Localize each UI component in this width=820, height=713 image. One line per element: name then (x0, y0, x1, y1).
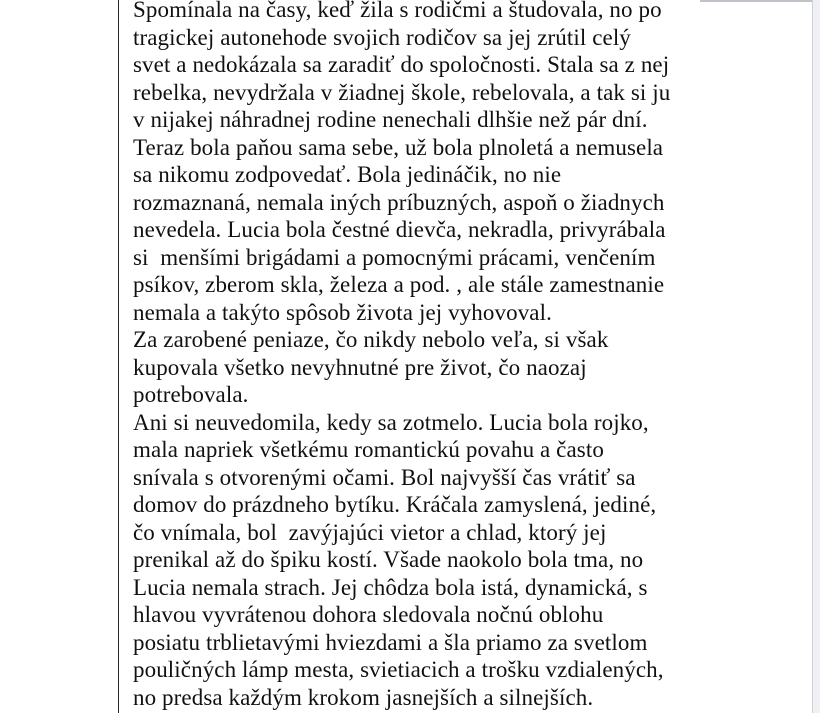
page-left-edge (118, 0, 119, 713)
text-line: si menšími brigádami a pomocnými prácami, venčením (133, 244, 656, 270)
text-line: čo vnímala, bol zavýjajúci vietor a chlad, ktorý jej (133, 519, 607, 545)
text-line: tragickej autonehode svojich rodičov sa jej zrútil celý (133, 24, 631, 50)
text-line: kupovala všetko nevyhnutné pre život, čo naozaj (133, 354, 587, 380)
text-line: potrebovala. (133, 382, 249, 407)
text-line: prenikal až do špiku kostí. Všade naokolo bola tma, no (133, 547, 644, 572)
text-line: sa nikomu zodpovedať. Bola jedináčik, no nie (133, 162, 562, 187)
text-line: Teraz bola paňou sama sebe, už bola plnoletá a nemusela (133, 134, 664, 160)
text-line: Spomínala na časy, keď žila s rodičmi a študovala, no po (133, 0, 662, 22)
text-line: hlavou vyvrátenou dohora sledovala nočnú oblohu (133, 602, 604, 627)
text-line: pouličných lámp mesta, svietiacich a trošku vzdialených, (133, 657, 664, 682)
text-line: posiatu trblietavými hviezdami a šla priamo za svetlom (133, 629, 648, 655)
text-line: rebelka, nevydržala v žiadnej škole, rebelovala, a tak si ju (133, 79, 671, 105)
text-line: nevedela. Lucia bola čestné dievča, nekradla, privyrábala (133, 217, 666, 242)
text-line: rozmaznaná, nemala iných príbuzných, aspoň o žiadnych (133, 189, 665, 215)
text-line: svet a nedokázala sa zaradiť do spoločnosti. Stala sa z nej (133, 52, 670, 77)
text-line: Ani si neuvedomila, kedy sa zotmelo. Lucia bola rojko, (133, 409, 649, 435)
text-line: no predsa každým krokom jasnejších a silnejších. (133, 684, 594, 710)
text-line: Za zarobené peniaze, čo nikdy nebolo veľa, si však (133, 327, 609, 352)
text-line: v nijakej náhradnej rodine nenechali dlhšie než pár dní. (133, 107, 648, 132)
text-line: Lucia nemala strach. Jej chôdza bola istá, dynamická, s (133, 574, 648, 600)
text-line: domov do prázdneho bytíku. Kráčala zamyslená, jediné, (133, 492, 657, 517)
scrollbar-track[interactable] (812, 0, 820, 713)
body-text (133, 0, 803, 711)
text-line: snívala s otvorenými očami. Bol najvyšší čas vrátiť sa (133, 464, 636, 490)
text-line: mala napriek všetkému romantickú povahu a často (133, 437, 604, 462)
text-line: psíkov, zberom skla, železa a pod. , ale stále zamestnanie (133, 272, 665, 297)
text-line: nemala a takýto spôsob života jej vyhovoval. (133, 299, 552, 325)
